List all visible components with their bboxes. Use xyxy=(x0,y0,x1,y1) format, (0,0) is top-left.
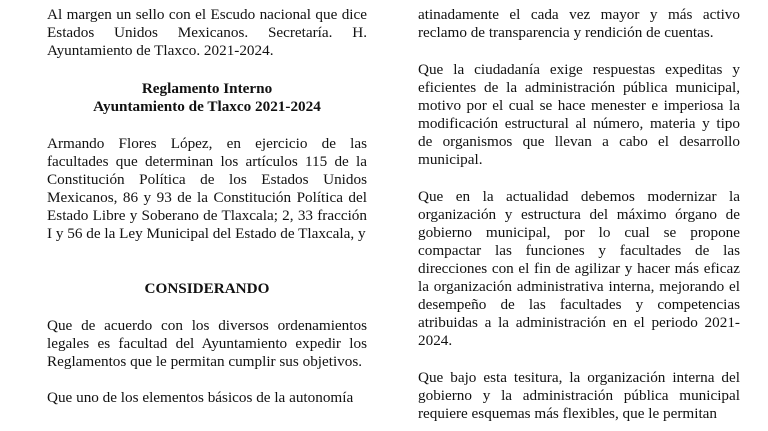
title-line-1: Reglamento Interno xyxy=(141,80,273,97)
title-line-2: Ayuntamiento de Tlaxco 2021-2024 xyxy=(93,98,321,115)
considerando-heading: CONSIDERANDO xyxy=(144,280,270,297)
intro-paragraph: Armando Flores López, en ejercicio de las facultades que determinan los artículos 115 de la Constitución Política de los Estados Unidos Mexicanos, 86 y 93 de la Constitución Política del Estado Libre y Soberano de Tlaxcala; 2, 33 fracción I y 56 de la Ley Municipal del Estado de Tlaxcala, y xyxy=(47,135,367,242)
left-column xyxy=(47,6,367,407)
right-paragraph-2: Que la ciudadanía exige respuestas expeditas y eficientes de la administración pública municipal, motivo por el cual se hace menester e imperiosa la modificación estructural al número, materia y tipo de organismos que llevan a cabo el desarrollo municipal. xyxy=(418,61,740,168)
right-paragraph-3: Que en la actualidad debemos modernizar la organización y estructura del máximo órgano de gobierno municipal, por lo cual se propone compactar las funciones y facultades de las direcciones con el fin de agilizar y hacer más eficaz la organización administrativa interna, mejorando el desempeño de las facultades y competencias atribuidas a la administración en el periodo 2021-2024. xyxy=(418,188,740,349)
considerando-paragraph-2: Que uno de los elementos básicos de la autonomía xyxy=(47,389,354,406)
right-column xyxy=(418,6,740,423)
right-paragraph-4: Que bajo esta tesitura, la organización interna del gobierno y la administración pública municipal requiere esquemas más flexibles, que le permitan xyxy=(418,369,740,422)
right-paragraph-top: atinadamente el cada vez mayor y más activo reclamo de transparencia y rendición de cuentas. xyxy=(418,6,740,41)
seal-paragraph: Al margen un sello con el Escudo nacional que dice Estados Unidos Mexicanos. Secretaría. H. Ayuntamiento de Tlaxco. 2021-2024. xyxy=(47,6,367,59)
considerando-paragraph-1: Que de acuerdo con los diversos ordenamientos legales es facultad del Ayuntamiento expedir los Reglamentos que le permitan cumplir sus objetivos. xyxy=(47,317,367,370)
